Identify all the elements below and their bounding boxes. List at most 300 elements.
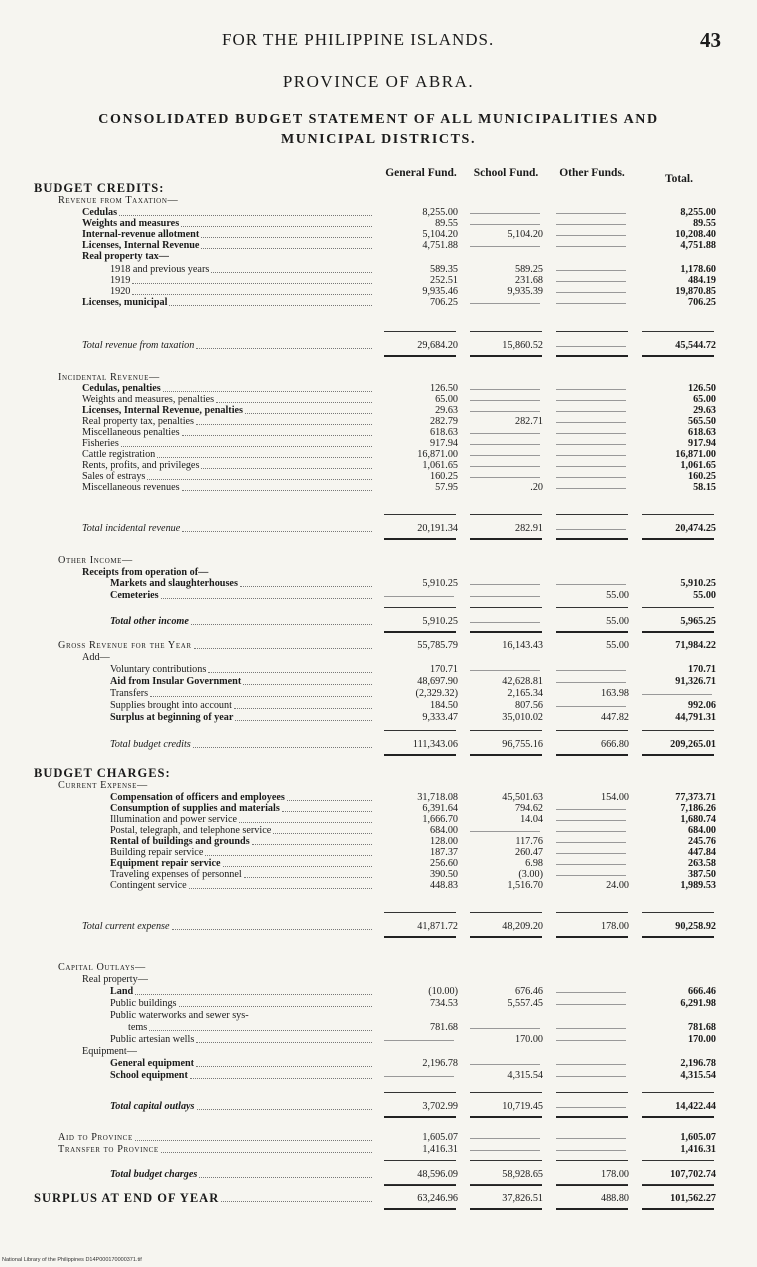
- school-fund-value: 282.71: [514, 416, 543, 427]
- table-row: [0, 286, 757, 297]
- total-value: 29.63: [693, 405, 716, 416]
- table-row: [0, 590, 757, 601]
- row-label-1918-and-previous-years: 1918 and previous years: [110, 264, 210, 275]
- row-label-surplus-at-end-of-year: SURPLUS AT END OF YEAR: [34, 1191, 220, 1205]
- leader-dots: [239, 814, 372, 823]
- empty-cell: [556, 275, 626, 282]
- general-fund-value: 4,751.88: [422, 240, 458, 251]
- empty-cell: [642, 688, 712, 695]
- empty-cell: [470, 1132, 540, 1139]
- empty-cell: [556, 416, 626, 423]
- total-rule: [556, 754, 628, 756]
- school-fund-value: 48,209.20: [502, 921, 543, 932]
- row-label-cedulas: Cedulas: [82, 207, 118, 218]
- general-fund-value: 63,246.96: [417, 1193, 458, 1204]
- leader-dots: [287, 792, 372, 801]
- sum-rule: [384, 730, 456, 731]
- other-funds-value: 447.82: [600, 712, 629, 723]
- row-label-add: Add—: [82, 652, 110, 663]
- row-label-gross-revenue-for-the-year: Gross Revenue for the Year: [58, 640, 192, 651]
- general-fund-value: 9,935.46: [422, 286, 458, 297]
- total-rule: [470, 1208, 542, 1210]
- row-label-general-equipment: General equipment: [110, 1058, 195, 1069]
- total-value: 170.71: [687, 664, 716, 675]
- general-fund-value: 6,391.64: [422, 803, 458, 814]
- statement-heading-line-2: MUNICIPAL DISTRICTS.: [280, 132, 477, 147]
- total-rule: [642, 631, 714, 633]
- leader-dots: [119, 207, 372, 216]
- table-row: [0, 858, 757, 869]
- leader-dots: [172, 921, 372, 930]
- general-fund-value: 16,871.00: [417, 449, 458, 460]
- other-funds-value: 154.00: [600, 792, 629, 803]
- school-fund-value: 4,315.54: [507, 1070, 543, 1081]
- total-rule: [384, 936, 456, 938]
- total-value: 170.00: [687, 1034, 716, 1045]
- sum-rule: [470, 331, 542, 332]
- total-value: 447.84: [687, 847, 716, 858]
- school-fund-value: 5,104.20: [507, 229, 543, 240]
- general-fund-value: 184.50: [429, 700, 458, 711]
- total-value: 4,751.88: [680, 240, 716, 251]
- leader-dots: [205, 847, 372, 856]
- empty-cell: [470, 394, 540, 401]
- total-value: 10,208.40: [675, 229, 716, 240]
- general-fund-value: (10.00): [428, 986, 458, 997]
- total-value: 160.25: [687, 471, 716, 482]
- row-label-land: Land: [110, 986, 134, 997]
- school-fund-value: 2,165.34: [507, 688, 543, 699]
- total-value: 6,291.98: [680, 998, 716, 1009]
- table-row: [0, 792, 757, 803]
- row-label-voluntary-contributions: Voluntary contributions: [110, 664, 207, 675]
- table-row: [0, 1022, 757, 1033]
- leader-dots: [149, 1022, 372, 1031]
- general-fund-value: 1,666.70: [422, 814, 458, 825]
- row-label-revenue-from-taxation: Revenue from Taxation—: [58, 195, 179, 206]
- empty-cell: [556, 869, 626, 876]
- sum-rule: [556, 1184, 628, 1185]
- total-value: 1,178.60: [680, 264, 716, 275]
- total-value: 4,315.54: [680, 1070, 716, 1081]
- general-fund-value: 390.50: [429, 869, 458, 880]
- school-fund-value: 15,860.52: [502, 340, 543, 351]
- leader-dots: [244, 869, 372, 878]
- table-row: [0, 482, 757, 493]
- row-label-fisheries: Fisheries: [82, 438, 119, 449]
- empty-cell: [556, 986, 626, 993]
- leader-dots: [161, 590, 372, 599]
- row-label-building-repair-service: Building repair service: [110, 847, 204, 858]
- leader-dots: [135, 1132, 372, 1141]
- table-row: [0, 1132, 757, 1143]
- total-row: [0, 1193, 757, 1204]
- table-row: [0, 449, 757, 460]
- table-row: [0, 652, 757, 663]
- row-label-public-buildings: Public buildings: [110, 998, 177, 1009]
- table-row: [0, 664, 757, 675]
- empty-cell: [556, 847, 626, 854]
- general-fund-value: 5,910.25: [422, 578, 458, 589]
- empty-cell: [556, 207, 626, 214]
- leader-dots: [235, 712, 372, 721]
- empty-cell: [470, 471, 540, 478]
- school-fund-value: 42,628.81: [502, 676, 543, 687]
- total-value: 1,605.07: [680, 1132, 716, 1143]
- table-row: [0, 803, 757, 814]
- row-label-compensation-of-officers-and-employees: Compensation of officers and employees: [110, 792, 285, 803]
- row-label-licenses-internal-revenue: Licenses, Internal Revenue: [82, 240, 200, 251]
- total-value: 565.50: [687, 416, 716, 427]
- school-fund-value: 1,516.70: [507, 880, 543, 891]
- school-fund-value: 807.56: [514, 700, 543, 711]
- total-row: [0, 921, 757, 932]
- column-header-other-funds: Other Funds.: [559, 167, 625, 179]
- sum-rule: [470, 1160, 542, 1161]
- empty-cell: [470, 427, 540, 434]
- sum-rule: [556, 607, 628, 608]
- general-fund-value: 55,785.79: [417, 640, 458, 651]
- empty-cell: [556, 1022, 626, 1029]
- total-value: 484.19: [687, 275, 716, 286]
- other-funds-value: 24.00: [606, 880, 629, 891]
- table-row: [0, 640, 757, 651]
- general-fund-value: 29,684.20: [417, 340, 458, 351]
- empty-cell: [470, 438, 540, 445]
- row-label-total-budget-credits: Total budget credits: [110, 739, 191, 750]
- total-rule: [642, 754, 714, 756]
- total-rule: [556, 355, 628, 357]
- school-fund-value: 6.98: [525, 858, 543, 869]
- total-rule: [556, 631, 628, 633]
- school-fund-value: 96,755.16: [502, 739, 543, 750]
- school-fund-value: 37,826.51: [502, 1193, 543, 1204]
- row-label-cemeteries: Cemeteries: [110, 590, 159, 601]
- row-label-postal-telegraph-and-telephone-service: Postal, telegraph, and telephone service: [110, 825, 272, 836]
- statement-heading-line-1: CONSOLIDATED BUDGET STATEMENT OF ALL MUNICIPALITIES AND: [98, 112, 659, 127]
- empty-cell: [556, 286, 626, 293]
- school-fund-value: 14.04: [520, 814, 543, 825]
- table-row: [0, 1144, 757, 1155]
- total-rule: [642, 355, 714, 357]
- row-label-total-incidental-revenue: Total incidental revenue: [82, 523, 181, 534]
- total-rule: [384, 538, 456, 540]
- row-label-markets-and-slaughterhouses: Markets and slaughterhouses: [110, 578, 238, 589]
- table-row: [0, 880, 757, 891]
- table-row: [0, 405, 757, 416]
- empty-cell: [556, 218, 626, 225]
- leader-dots: [169, 297, 372, 306]
- empty-cell: [556, 460, 626, 467]
- other-funds-value: 55.00: [606, 616, 629, 627]
- leader-dots: [135, 986, 372, 995]
- leader-dots: [189, 880, 372, 889]
- general-fund-value: 31,718.08: [417, 792, 458, 803]
- row-label-weights-and-measures: Weights and measures: [82, 218, 180, 229]
- table-row: [0, 688, 757, 699]
- table-row: [0, 416, 757, 427]
- table-row: [0, 229, 757, 240]
- total-value: 781.68: [687, 1022, 716, 1033]
- leader-dots: [211, 264, 372, 273]
- row-label-miscellaneous-revenues: Miscellaneous revenues: [82, 482, 180, 493]
- total-value: 77,373.71: [675, 792, 716, 803]
- sum-rule: [470, 607, 542, 608]
- general-fund-value: 20,191.34: [417, 523, 458, 534]
- other-funds-value: 666.80: [600, 739, 629, 750]
- leader-dots: [150, 688, 372, 697]
- total-value: 992.06: [687, 700, 716, 711]
- total-value: 1,061.65: [680, 460, 716, 471]
- general-fund-value: 9,333.47: [422, 712, 458, 723]
- empty-cell: [470, 616, 540, 623]
- total-rule: [642, 538, 714, 540]
- general-fund-value: 160.25: [429, 471, 458, 482]
- empty-cell: [470, 590, 540, 597]
- general-fund-value: 256.60: [429, 858, 458, 869]
- school-fund-value: 45,501.63: [502, 792, 543, 803]
- table-row: [0, 869, 757, 880]
- table-row: [0, 394, 757, 405]
- row-label-miscellaneous-penalties: Miscellaneous penalties: [82, 427, 180, 438]
- other-funds-value: 55.00: [606, 590, 629, 601]
- general-fund-value: 65.00: [435, 394, 458, 405]
- empty-cell: [556, 700, 626, 707]
- province-title: PROVINCE OF ABRA.: [282, 72, 475, 91]
- table-row: [0, 676, 757, 687]
- school-fund-value: 5,557.45: [507, 998, 543, 1009]
- total-rule: [470, 631, 542, 633]
- table-row: [0, 998, 757, 1009]
- leader-dots: [208, 664, 372, 673]
- total-row: [0, 1169, 757, 1180]
- empty-cell: [384, 590, 454, 597]
- general-fund-value: 48,697.90: [417, 676, 458, 687]
- general-fund-value: 3,702.99: [422, 1101, 458, 1112]
- empty-cell: [556, 825, 626, 832]
- school-fund-value: 170.00: [514, 1034, 543, 1045]
- empty-cell: [556, 438, 626, 445]
- other-funds-value: 488.80: [600, 1193, 629, 1204]
- school-fund-value: 9,935.39: [507, 286, 543, 297]
- total-value: 2,196.78: [680, 1058, 716, 1069]
- sum-rule: [642, 607, 714, 608]
- empty-cell: [556, 578, 626, 585]
- total-rule: [470, 538, 542, 540]
- total-rule: [556, 1208, 628, 1210]
- row-label-incidental-revenue: Incidental Revenue—: [58, 372, 160, 383]
- row-label-real-property-tax: Real property tax—: [82, 251, 169, 262]
- sum-rule: [384, 331, 456, 332]
- total-value: 684.00: [687, 825, 716, 836]
- row-label-consumption-of-supplies-and-materials: Consumption of supplies and materials: [110, 803, 280, 814]
- empty-cell: [556, 240, 626, 247]
- general-fund-value: 5,910.25: [422, 616, 458, 627]
- general-fund-value: 252.51: [429, 275, 458, 286]
- leader-dots: [181, 218, 372, 227]
- leader-dots: [163, 383, 372, 392]
- sum-rule: [470, 730, 542, 731]
- row-label-traveling-expenses-of-personnel: Traveling expenses of personnel: [110, 869, 242, 880]
- sum-rule: [556, 912, 628, 913]
- general-fund-value: 618.63: [429, 427, 458, 438]
- general-fund-value: 41,871.72: [417, 921, 458, 932]
- empty-cell: [470, 1144, 540, 1151]
- leader-dots: [221, 1193, 372, 1202]
- table-row: [0, 240, 757, 251]
- leader-dots: [161, 1144, 372, 1153]
- column-header-general-fund: General Fund.: [385, 167, 457, 179]
- table-row: [0, 814, 757, 825]
- general-fund-value: 8,255.00: [422, 207, 458, 218]
- row-label-current-expense: Current Expense—: [58, 780, 148, 791]
- empty-cell: [470, 825, 540, 832]
- general-fund-value: 187.37: [429, 847, 458, 858]
- leader-dots: [252, 836, 372, 845]
- table-row: [0, 712, 757, 723]
- leader-dots: [196, 340, 372, 349]
- sum-rule: [384, 607, 456, 608]
- table-row: [0, 825, 757, 836]
- table-row: [0, 372, 757, 383]
- empty-cell: [470, 1058, 540, 1065]
- empty-cell: [470, 1022, 540, 1029]
- school-fund-value: 282.91: [514, 523, 543, 534]
- empty-cell: [556, 394, 626, 401]
- total-value: 71,984.22: [675, 640, 716, 651]
- table-row: [0, 962, 757, 973]
- total-value: 45,544.72: [675, 340, 716, 351]
- total-value: 20,474.25: [675, 523, 716, 534]
- other-funds-value: 178.00: [600, 1169, 629, 1180]
- table-row: [0, 195, 757, 206]
- total-value: 44,791.31: [675, 712, 716, 723]
- total-row: [0, 1101, 757, 1112]
- total-value: 91,326.71: [675, 676, 716, 687]
- running-head-title: FOR THE PHILIPPINE ISLANDS.: [222, 30, 495, 49]
- leader-dots: [179, 998, 372, 1007]
- sum-rule: [470, 1092, 542, 1093]
- empty-cell: [556, 427, 626, 434]
- general-fund-value: 89.55: [435, 218, 458, 229]
- total-value: 16,871.00: [675, 449, 716, 460]
- sum-rule: [470, 514, 542, 515]
- total-value: 7,186.26: [680, 803, 716, 814]
- row-label-total-capital-outlays: Total capital outlays: [110, 1101, 195, 1112]
- table-row: [0, 207, 757, 218]
- sum-rule: [556, 514, 628, 515]
- row-label-tems: tems: [128, 1022, 148, 1033]
- row-label-total-current-expense: Total current expense: [82, 921, 170, 932]
- table-row: [0, 567, 757, 578]
- leader-dots: [282, 803, 372, 812]
- table-row: [0, 1058, 757, 1069]
- total-value: 19,870.85: [675, 286, 716, 297]
- school-fund-value: 16,143.43: [502, 640, 543, 651]
- table-row: [0, 264, 757, 275]
- empty-cell: [470, 449, 540, 456]
- general-fund-value: 5,104.20: [422, 229, 458, 240]
- general-fund-value: 448.83: [429, 880, 458, 891]
- leader-dots: [201, 229, 372, 238]
- sum-rule: [384, 1092, 456, 1093]
- total-rule: [384, 1208, 456, 1210]
- table-row: [0, 427, 757, 438]
- empty-cell: [556, 1058, 626, 1065]
- sum-rule: [556, 730, 628, 731]
- leader-dots: [234, 700, 372, 709]
- general-fund-value: 128.00: [429, 836, 458, 847]
- leader-dots: [223, 858, 372, 867]
- total-row: [0, 616, 757, 627]
- column-header-total: Total.: [664, 173, 693, 185]
- general-fund-value: 111,343.06: [412, 739, 458, 750]
- row-label-equipment: Equipment—: [82, 1046, 137, 1057]
- general-fund-value: 1,605.07: [422, 1132, 458, 1143]
- row-label-rents-profits-and-privileges: Rents, profits, and privileges: [82, 460, 200, 471]
- row-label-receipts-from-operation-of: Receipts from operation of—: [82, 567, 209, 578]
- sum-rule: [556, 1092, 628, 1093]
- empty-cell: [556, 1070, 626, 1077]
- row-label-total-budget-charges: Total budget charges: [110, 1169, 198, 1180]
- row-label-1920: 1920: [110, 286, 131, 297]
- total-row: [0, 340, 757, 351]
- row-label-cedulas-penalties: Cedulas, penalties: [82, 383, 161, 394]
- sum-rule: [556, 331, 628, 332]
- leader-dots: [147, 471, 372, 480]
- row-label-licenses-internal-revenue-penalties: Licenses, Internal Revenue, penalties: [82, 405, 244, 416]
- empty-cell: [556, 1034, 626, 1041]
- empty-cell: [556, 858, 626, 865]
- table-row: [0, 1046, 757, 1057]
- row-label-total-revenue-from-taxation: Total revenue from taxation: [82, 340, 195, 351]
- general-fund-value: 1,061.65: [422, 460, 458, 471]
- column-header-school-fund: School Fund.: [473, 167, 539, 179]
- leader-dots: [132, 275, 372, 284]
- table-row: [0, 836, 757, 847]
- total-value: 706.25: [687, 297, 716, 308]
- total-row: [0, 739, 757, 750]
- total-value: 126.50: [687, 383, 716, 394]
- empty-cell: [556, 1144, 626, 1151]
- total-rule: [642, 1116, 714, 1118]
- leader-dots: [273, 825, 372, 834]
- school-fund-value: 794.62: [514, 803, 543, 814]
- row-label-real-property-tax-penalties: Real property tax, penalties: [82, 416, 195, 427]
- sum-rule: [384, 1184, 456, 1185]
- empty-cell: [470, 664, 540, 671]
- total-rule: [384, 1116, 456, 1118]
- table-row: [0, 780, 757, 791]
- empty-cell: [470, 297, 540, 304]
- table-row: [0, 218, 757, 229]
- table-row: [0, 986, 757, 997]
- total-value: 14,422.44: [675, 1101, 716, 1112]
- total-value: 107,702.74: [670, 1169, 716, 1180]
- school-fund-value: 117.76: [515, 836, 543, 847]
- empty-cell: [556, 405, 626, 412]
- row-label-supplies-brought-into-account: Supplies brought into account: [110, 700, 232, 711]
- table-row: [0, 460, 757, 471]
- table-row: [0, 768, 757, 779]
- table-row: [0, 251, 757, 262]
- total-rule: [556, 1116, 628, 1118]
- empty-cell: [470, 578, 540, 585]
- row-label-aid-from-insular-government: Aid from Insular Government: [110, 676, 242, 687]
- total-row: [0, 523, 757, 534]
- table-row: [0, 383, 757, 394]
- empty-cell: [470, 383, 540, 390]
